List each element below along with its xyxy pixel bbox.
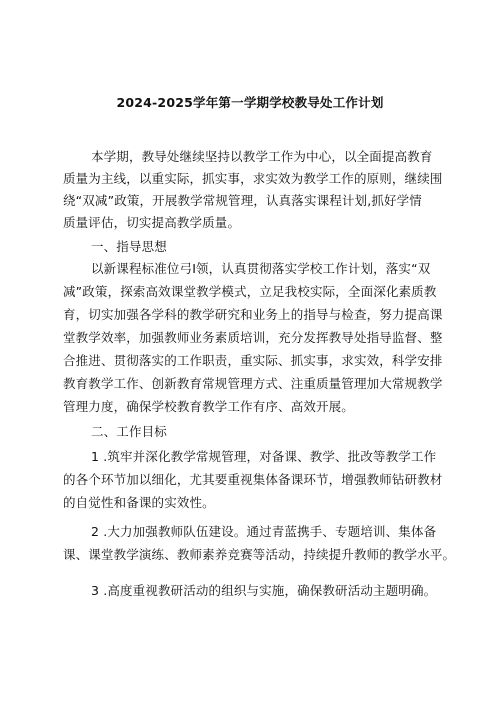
section-heading-guiding-ideology: 一、指导思想: [91, 239, 167, 254]
intro-line-1: 本学期，教导处继续坚持以教学工作为中心，以全面提高教育: [91, 149, 433, 164]
section1-line-5: 合推进、贯彻落实的工作职责，重实际、抓实事，求实效，科学安排: [63, 353, 443, 368]
document-title: 2024-2025学年第一学期学校教导处工作计划: [116, 95, 384, 110]
section1-line-3: 育，切实加强各学科的教学研究和业务上的指导与检查，努力提高课: [63, 307, 443, 322]
intro-line-4: 质量评估，切实提高教学质量。: [63, 215, 241, 230]
goal1-line-2: 的各个环节加以细化，尤其要重视集体备课环节，增强教师钻研教材: [63, 472, 443, 487]
section-heading-work-goals: 二、工作目标: [91, 424, 167, 439]
section1-line-6: 教育教学工作、创新教育常规管理方式、注重质量管理加大常规教学: [63, 376, 443, 391]
section1-line-4: 堂教学效率，加强教师业务素质培训，充分发挥教导处指导监督、整: [63, 330, 443, 345]
goal2-line-1: 2 .大力加强教师队伍建设。通过青蓝携手、专题培训、集体备: [91, 524, 437, 539]
section1-line-1: 以新课程标准位弓I领，认真贯彻落实学校工作计划，落实“双: [91, 261, 431, 276]
section1-line-2: 减”政策，探索高效课堂教学模式，立足我校实际，全面深化素质教: [63, 284, 437, 299]
intro-line-2: 质量为主线，以重实际，抓实事，求实效为教学工作的原则，继续围: [63, 171, 443, 186]
goal3-line-1: 3 .高度重视教研活动的组织与实施，确保教研活动主题明确。: [91, 583, 437, 598]
section1-line-7: 管理力度，确保学校教育教学工作有序、高效开展。: [63, 399, 354, 414]
intro-line-3: 绕“双减”政策，开展教学常规管理，认真落实课程计划,抓好学情: [63, 193, 422, 208]
goal2-line-2: 课、课堂教学演练、教师素养竞赛等活动，持续提升教师的教学水平。: [63, 547, 456, 562]
goal1-line-1: 1 .筑牢并深化教学常规管理，对备课、教学、批改等教学工作: [91, 449, 437, 464]
goal1-line-3: 的自觉性和备课的实效性。: [63, 495, 215, 510]
